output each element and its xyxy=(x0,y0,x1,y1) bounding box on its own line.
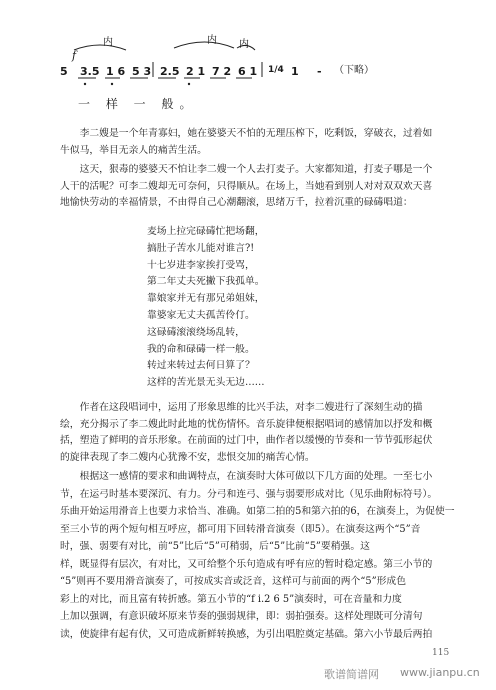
note: 5 xyxy=(60,65,68,78)
note: 6 1 xyxy=(238,65,258,78)
text-line: 读，使旋律有起有伏，又可造成新鲜转换感，为引出唱腔奠定基础。第六小节最后两拍 xyxy=(60,628,433,640)
verse-line: 第二年丈夫死撇下我孤单。 xyxy=(147,276,265,288)
verse-line: 靠婆家无丈夫孤苦伶仃。 xyxy=(147,309,255,321)
text-line: 时，强、弱要有对比，前“5”比后“5”可稍弱，后“5”比前“5”要稍强。这 xyxy=(60,541,370,552)
dynamic-mark: f xyxy=(72,49,77,62)
music-notation xyxy=(0,0,496,120)
text-line: 牛似马，举目无亲人的痛苦生活。 xyxy=(60,144,207,156)
text-line: 这天，狠毒的婆婆天不怕让李二嫂一个人去打麦子。大家都知道，打麦子哪是一个 xyxy=(79,164,433,175)
text-line: 绘，充分揭示了李二嫂此时此地的忧伤情怀。音乐旋律便根据唱词的感情加以抒发和概 xyxy=(60,418,433,430)
text-line: 作者在这段唱词中，运用了形象思维的比兴手法，对李二嫂进行了深刻生动的描 xyxy=(79,402,423,413)
paragraph xyxy=(60,468,455,643)
time-signature: 1/4 xyxy=(268,65,284,75)
paragraph xyxy=(60,162,432,212)
text-line: 人干的活呢？可李二嫂却无可奈何，只得顺从。在场上，当她看到别人对对双双欢天喜 xyxy=(60,180,433,192)
paragraph xyxy=(60,126,432,159)
watermark-url: www.jianpu.cn xyxy=(400,666,480,679)
ornament-label: 内 xyxy=(239,39,249,50)
note: 1 6 xyxy=(106,65,126,78)
text-line: 的旋律表现了李二嫂内心犹豫不安，悲恨交加的痛苦心情。 xyxy=(60,451,315,463)
verse-block xyxy=(147,224,265,392)
text-line: 彩上的对比，而且富有转折感。第五小节的“f i.2 6 5”演奏时，可在音量和力度 xyxy=(60,593,402,605)
text-line: 上加以强调，有意识破坏原来节奏的强弱规律，即：弱拍强奏。这样处理既可分清句 xyxy=(60,611,423,622)
ornament-label: 内 xyxy=(103,37,113,48)
verse-line: 靠娘家并无有那兄弟姐妹， xyxy=(147,293,265,305)
ornament-label: 内 xyxy=(207,35,217,46)
note: 3.5 xyxy=(80,65,100,78)
watermark-text: 歌谱简谱网 xyxy=(324,668,379,681)
text-line: 括，塑造了鲜明的音乐形象。在前面的过门中，曲作者以缓慢的节奏和一节节弧形起伏 xyxy=(60,435,433,446)
page-number: 115 xyxy=(432,648,450,658)
note: 5 3 xyxy=(132,65,152,78)
verse-line: 这样的苦光景无头无边…… xyxy=(147,377,265,389)
verse-line: 十七岁进李家挨打受骂， xyxy=(147,259,255,271)
text-line: 根据这一感情的要求和曲调特点，在演奏时大体可做以下几方面的处理。一至七小 xyxy=(79,471,433,482)
verse-line: 搞肚子苦水儿能对谁言?! xyxy=(147,242,255,254)
text-line: 李二嫂是一个年青寡妇，她在婆婆天不怕的无理压榨下，吃剩饭，穿破衣，过着如 xyxy=(79,128,433,139)
note: 2 1 xyxy=(186,65,206,78)
text-line: 样，既显得有层次，有对比，又可给整个乐句造成有呼有应的暂时稳定感。第三小节的 xyxy=(60,558,433,570)
text-line: 乐曲开始运用滑音上也要力求恰当、准确。如第二拍的5和第六拍的6，在演奏上，为促使一 xyxy=(60,506,455,517)
ending-note: （下略） xyxy=(334,65,374,76)
lyric-line: 一 样 一 般。 xyxy=(78,97,198,111)
text-line: “5”则再不要用滑音演奏了，可按成实音或泛音，这样可与前面的两个“5”形成色 xyxy=(60,576,406,587)
verse-line: 麦场上拉完碌碡忙把场翻， xyxy=(147,226,265,237)
note: 7 2 xyxy=(212,65,232,78)
text-line: 节，在运弓时基本要深沉、有力。分弓和连弓、强与弱要形成对比（见乐曲附标符号）。 xyxy=(60,488,438,500)
text-line: 地愉快劳动的幸福情景，不由得自己心潮翻滚，思绪万千，拉着沉重的碌碡唱道： xyxy=(60,197,413,208)
verse-line: 这碌碡滚滚绕场乱转， xyxy=(147,326,245,338)
text-line: 至三小节的两个短句相互呼应，都可用下回转滑音演奏（即5）。在演奏这两个“5”音 xyxy=(60,523,421,535)
rest-dash: - xyxy=(317,65,322,78)
verse-line: 转过来转过去何日算了？ xyxy=(147,360,255,372)
note: 1 xyxy=(291,65,299,78)
paragraph xyxy=(60,400,432,466)
verse-line: 我的命和碌碡一样一般。 xyxy=(147,343,255,355)
note: 2.5 xyxy=(160,65,180,78)
